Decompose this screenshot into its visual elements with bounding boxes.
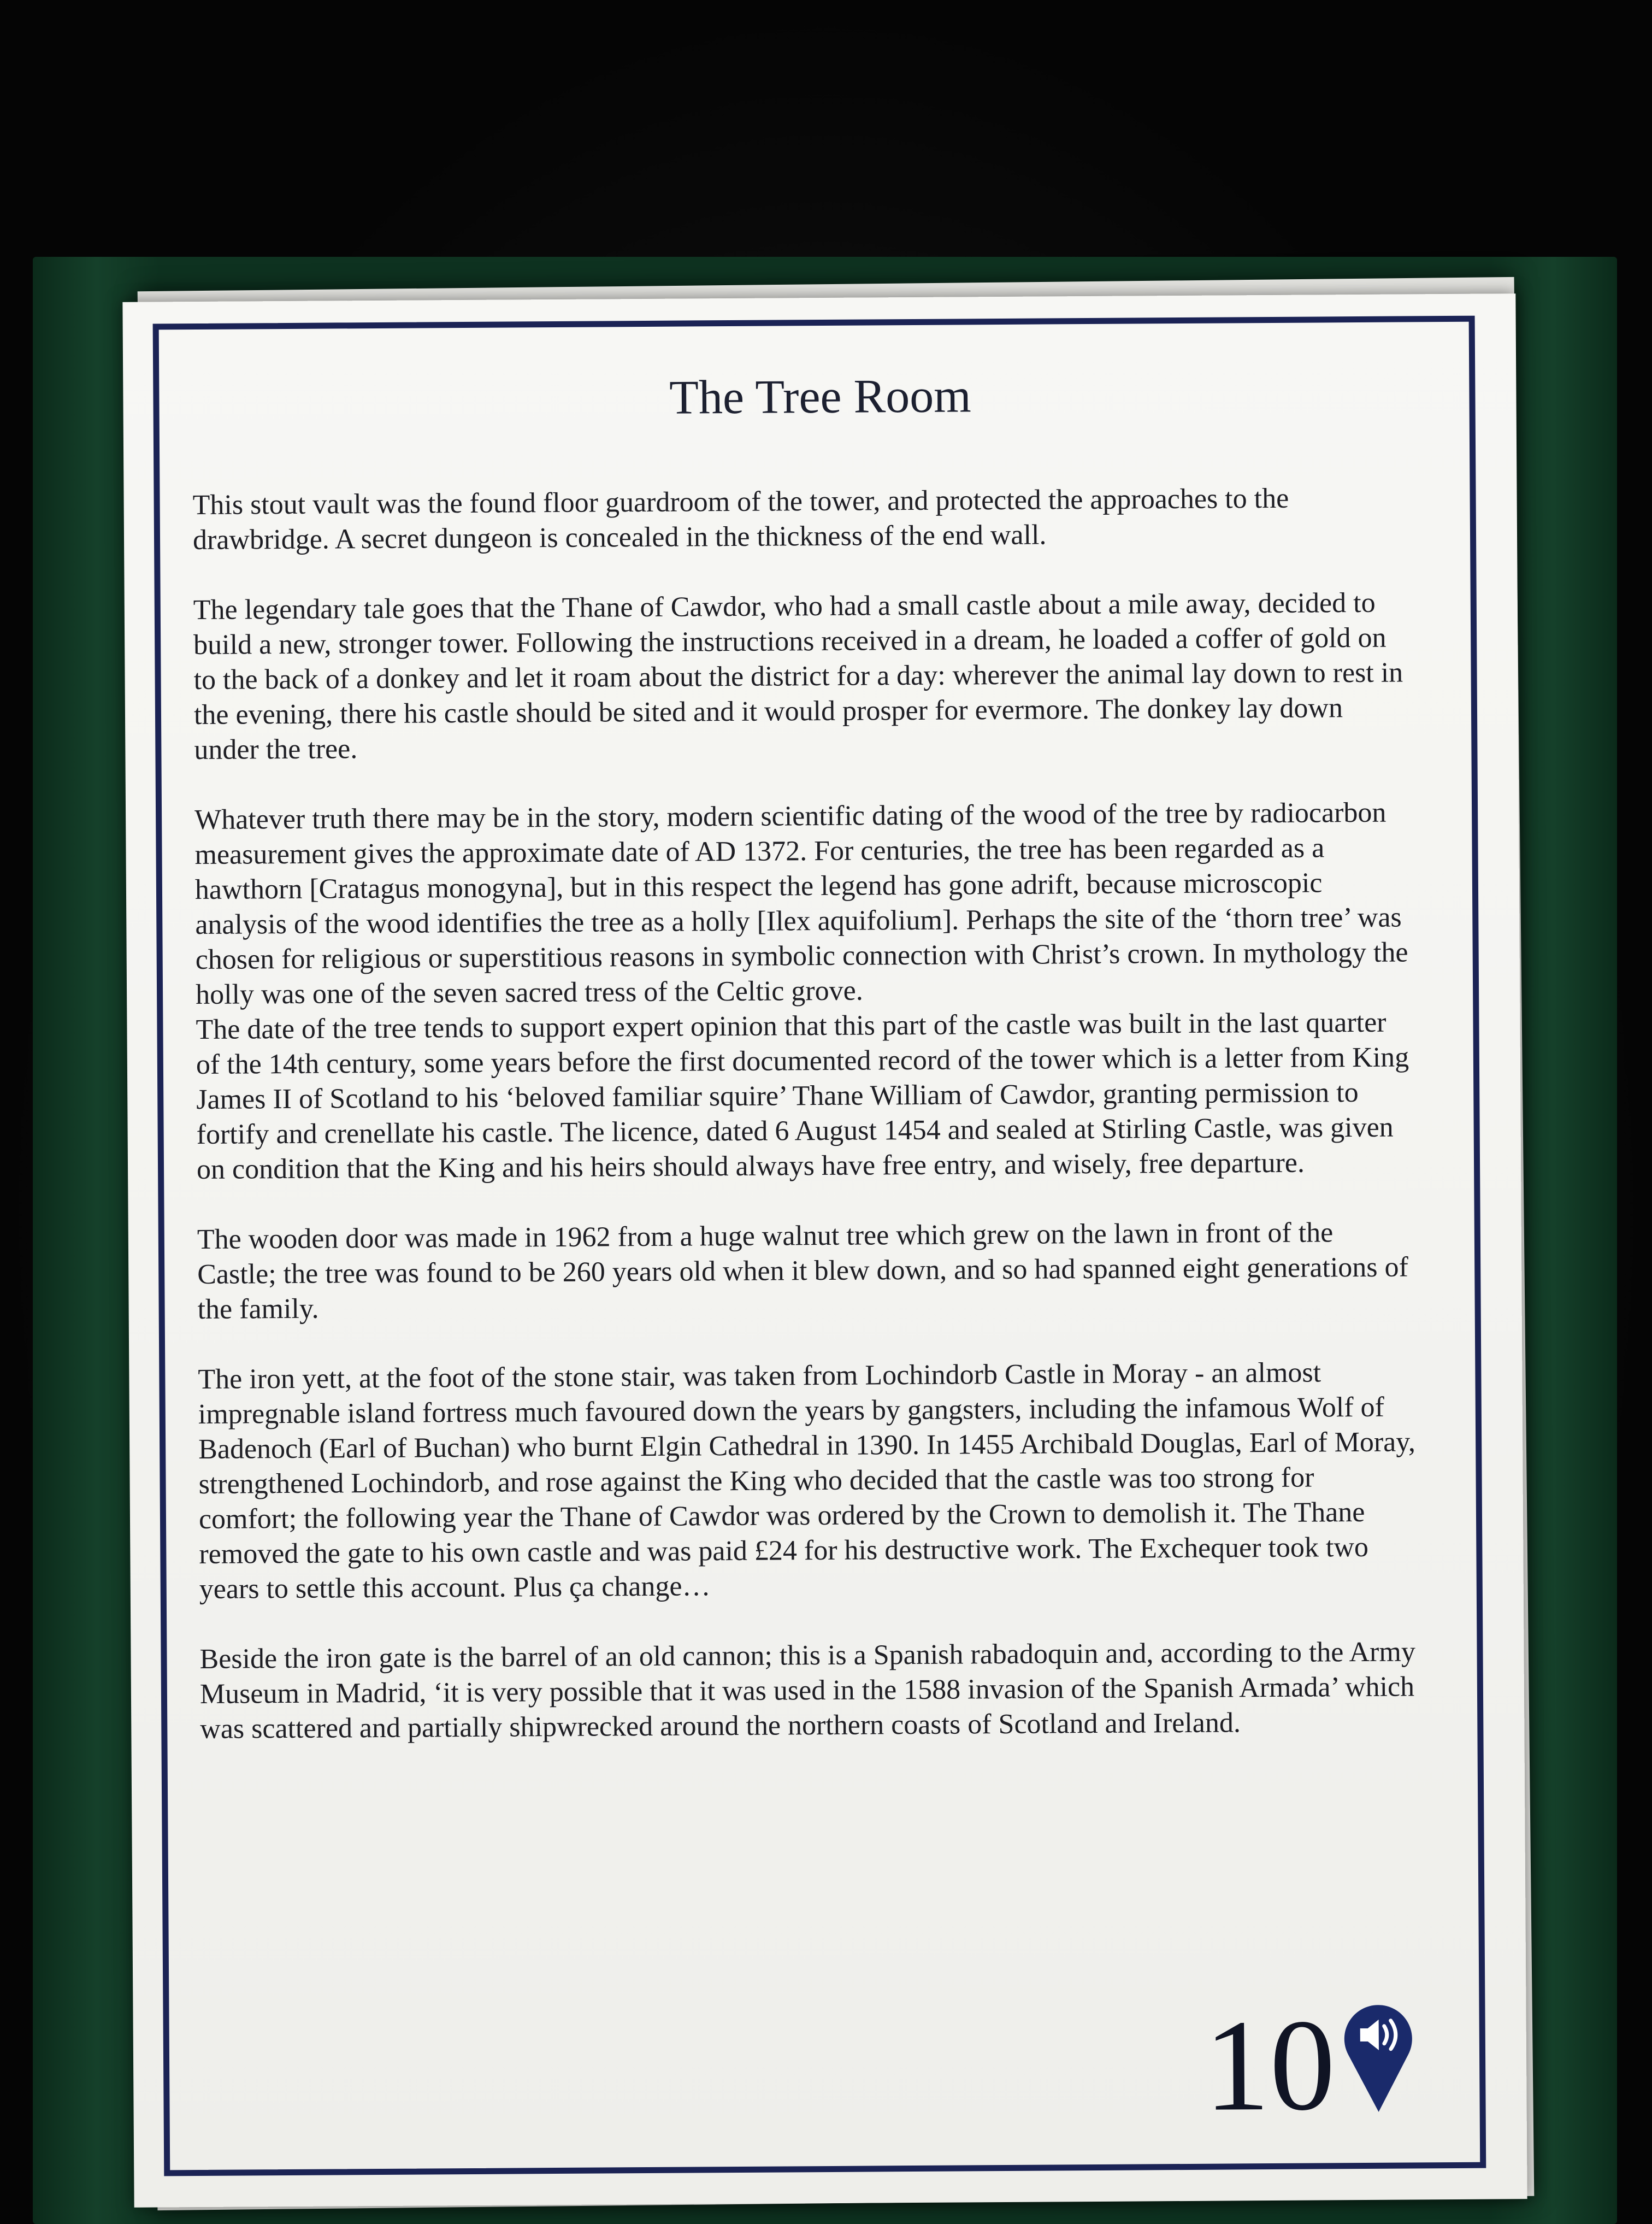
audio-guide-pin-icon — [1337, 1994, 1419, 2115]
information-sheet — [122, 293, 1527, 2208]
paragraph-cannon: Beside the iron gate is the barrel of an old cannon; this is a Spanish rabadoquin and, according to the Army Museum in Madrid, ‘it is very possible that it was used in the 1588 invasion of the Spanish Armada’ which was scattered and partially shipwrecked around the northern coasts of Scotland and Ireland. — [199, 1636, 1416, 1745]
paragraph-iron-yett: The iron yett, at the foot of the stone stair, was taken from Lochindorb Castle in Moray - an almost impregnable island fortress much favoured down the years by gangsters, including the infamous Wolf of Badenoch (Earl of Buchan) who burnt Elgin Cathedral in 1390. In 1455 Archibald Douglas, Earl of Moray, strengthened Lochindorb, and rose against the King who decided that the castle was too strong for comfort; the following year the Thane of Cawdor was ordered by the Crown to demolish it. The Thane removed the gate to his own castle and was paid £24 for his destructive work. The Exchequer took two years to settle this account. Plus ça change… — [198, 1357, 1416, 1605]
page-title: The Tree Room — [669, 369, 971, 425]
paragraph-legend: The legendary tale goes that the Thane of Cawdor, who had a small castle about a mile away, decided to build a new, stronger tower. Following the instructions received in a dream, he loaded a coffer of gold on to the back of a donkey and let it roam about the district for a day: wherever the animal lay down to rest in the evening, there his castle should be sited and it would prosper for evermore. The donkey lay down under the tree. — [193, 587, 1403, 766]
sheet-footer — [1203, 1992, 1419, 2138]
paragraph-wooden-door: The wooden door was made in 1962 from a huge walnut tree which grew on the lawn in front of the Castle; the tree was found to be 260 years old when it blew down, and so had spanned eight generations of the family. — [197, 1217, 1409, 1326]
paragraph-dating: Whatever truth there may be in the story, modern scientific dating of the wood of the tree by radiocarbon measurement gives the approximate date of AD 1372. For centuries, the tree has been regarded as a hawthorn [Cratagus monogyna], but in this respect the legend has gone adrift, because microscopic analysis of the wood identifies the tree as a holly [Ilex aquifolium]. Perhaps the site of the ‘thorn tree’ was chosen for religious or superstitious reasons in symbolic connection with Christ’s crown. In mythology the holly was one of the seven sacred tress of the Celtic grove. — [194, 797, 1408, 1011]
paragraph-history: The date of the tree tends to support expert opinion that this part of the castle was built in the last quarter of the 14th century, some years before the first documented record of the tower which is a letter from King James II of Scotland to his ‘beloved familiar squire’ Thane William of Cawdor, granting permission to fortify and crenellate his castle. The licence, dated 6 August 1454 and sealed at Stirling Castle, was given on condition that the King and his heirs should always have free entry, and wisely, free departure. — [196, 1007, 1409, 1186]
sheet-border — [153, 316, 1486, 2176]
paragraph-guardroom: This stout vault was the found floor guardroom of the tower, and protected the approaches to the drawbridge. A secret dungeon is concealed in the thickness of the end wall. — [192, 483, 1289, 556]
sheet-body — [192, 480, 1418, 1782]
room-number: 10 — [1203, 1992, 1336, 2138]
